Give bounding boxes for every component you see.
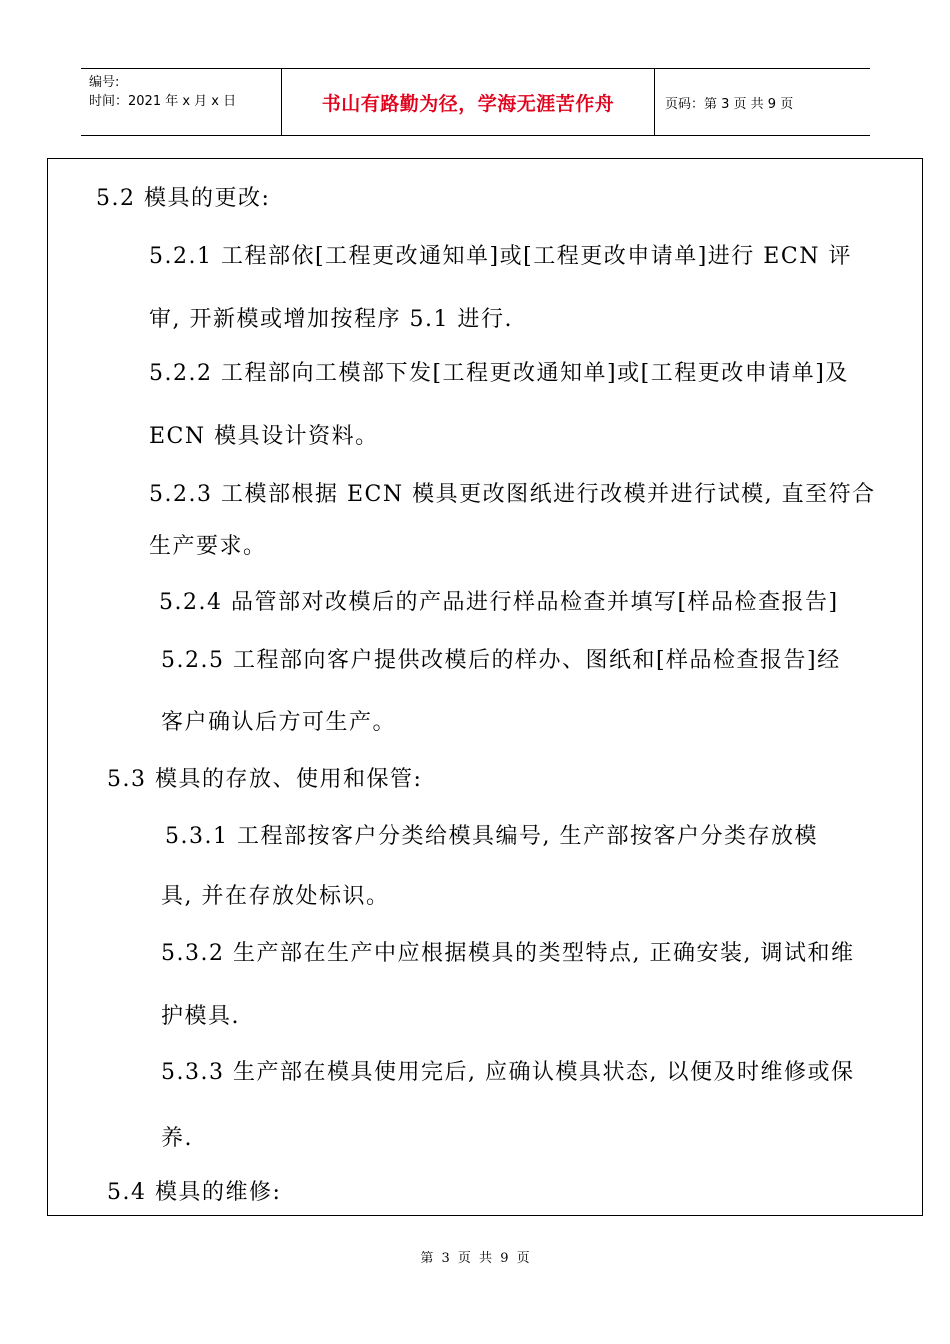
paragraph-line: 5.2.2 工程部向工模部下发[工程更改通知单]或[工程更改申请单]及 xyxy=(149,361,849,386)
paragraph-line: 审, 开新模或增加按程序 5.1 进行. xyxy=(149,307,513,332)
header-motto: 书山有路勤为径，学海无涯苦作舟 xyxy=(282,69,655,135)
paragraph-line: ECN 模具设计资料。 xyxy=(149,424,379,449)
section-heading: 5.3 模具的存放、使用和保管: xyxy=(107,767,423,792)
paragraph-line: 生产要求。 xyxy=(149,534,267,559)
number-label: 编号: xyxy=(89,75,120,90)
section-heading: 5.2 模具的更改: xyxy=(96,186,271,211)
paragraph-line: 护模具. xyxy=(161,1004,240,1029)
document-header xyxy=(81,68,870,136)
paragraph-line: 5.3.2 生产部在生产中应根据模具的类型特点, 正确安装, 调试和维 xyxy=(161,941,855,966)
content-box xyxy=(47,158,923,1216)
page-footer: 第 3 页 共 9 页 xyxy=(420,1251,530,1266)
paragraph-line: 养. xyxy=(161,1126,193,1151)
section-heading: 5.4 模具的维修: xyxy=(107,1180,282,1205)
paragraph-line: 5.2.3 工模部根据 ECN 模具更改图纸进行改模并进行试模, 直至符合 xyxy=(149,482,876,507)
paragraph-line: 具, 并在存放处标识。 xyxy=(161,884,390,909)
paragraph-line: 5.2.5 工程部向客户提供改模后的样办、图纸和[样品检查报告]经 xyxy=(161,648,841,673)
header-meta-cell xyxy=(81,69,282,135)
paragraph-line: 5.3.3 生产部在模具使用完后, 应确认模具状态, 以便及时维修或保 xyxy=(161,1060,855,1085)
header-page-info: 页码：第 3 页 共 9 页 xyxy=(665,96,794,112)
paragraph-line: 5.2.1 工程部依[工程更改通知单]或[工程更改申请单]进行 ECN 评 xyxy=(149,244,852,269)
paragraph-line: 客户确认后方可生产。 xyxy=(161,710,397,735)
paragraph-line: 5.2.4 品管部对改模后的产品进行样品检查并填写[样品检查报告] xyxy=(159,590,839,615)
paragraph-line: 5.3.1 工程部按客户分类给模具编号, 生产部按客户分类存放模 xyxy=(165,824,818,849)
time-label: 时间：2021 年 x 月 x 日 xyxy=(89,94,237,109)
